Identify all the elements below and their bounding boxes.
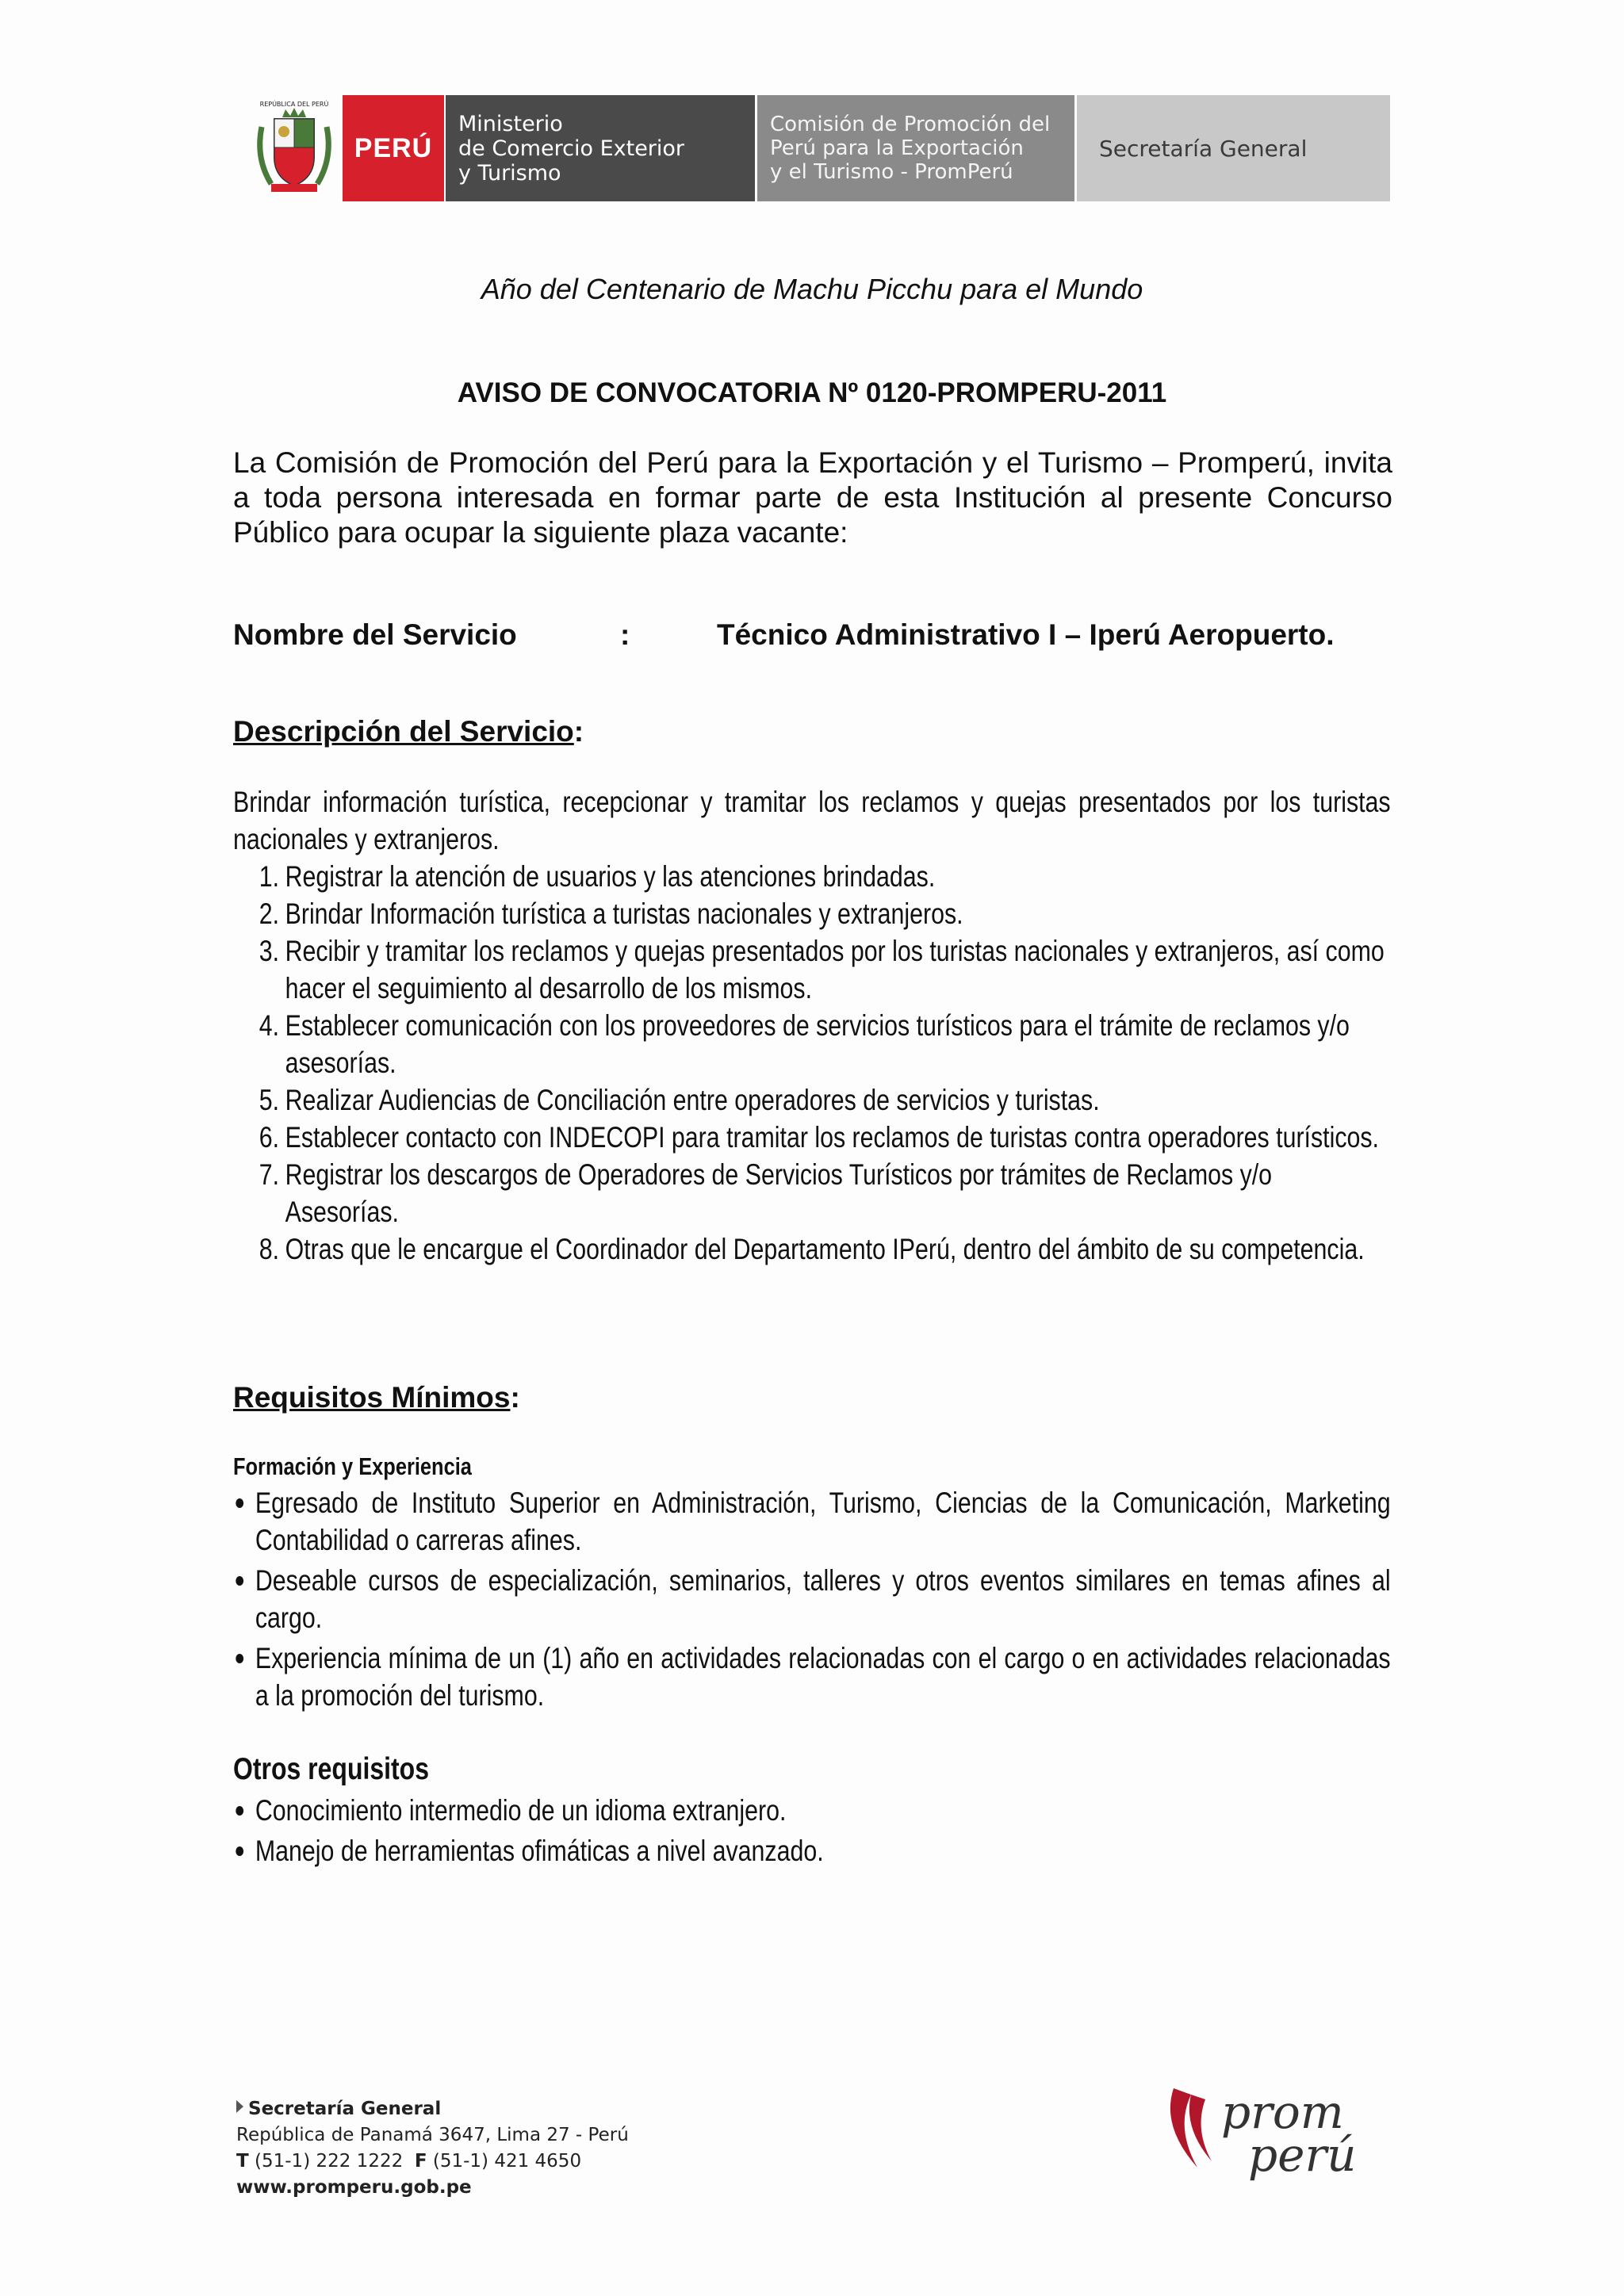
list-item [233, 1081, 1391, 1119]
task-number: 8. [259, 1233, 280, 1265]
commission-line: Comisión de Promoción del [770, 113, 1051, 136]
fax-label: F [414, 2151, 427, 2172]
requirements-heading-text: Requisitos Mínimos [233, 1381, 511, 1414]
service-separator: : [620, 618, 630, 651]
requirement-text: Deseable cursos de especialización, seminarios, talleres y otros eventos similares en temas afines al cargo. [255, 1564, 1391, 1634]
ministry-line: Ministerio [458, 111, 563, 136]
task-text: Recibir y tramitar los reclamos y quejas presentados por los turistas nacionales y extranjeros, así como hacer el seguimiento al desarrollo de los mismos. [285, 935, 1385, 1004]
task-number: 4. [259, 1009, 280, 1042]
footer-address: República de Panamá 3647, Lima 27 - Perú [236, 2125, 629, 2145]
footer-office [236, 2096, 629, 2122]
training-heading: Formación y Experiencia [233, 1452, 472, 1480]
task-number: 6. [259, 1121, 280, 1154]
ministry-line: y Turismo [458, 160, 561, 186]
list-item [233, 932, 1391, 1007]
description-heading [233, 715, 584, 748]
list-item [233, 1230, 1391, 1268]
service-value: Técnico Administrativo I – Iperú Aeropuerto. [717, 618, 1335, 651]
year-motto: Año del Centenario de Machu Picchu para el Mundo [481, 273, 1143, 305]
list-item [233, 858, 1391, 895]
task-text: Registrar los descargos de Operadores de Servicios Turísticos por trámites de Reclamos y/o Asesorías. [285, 1158, 1273, 1228]
department-label: Secretaría General [1099, 135, 1308, 162]
task-text: Establecer comunicación con los proveedores de servicios turísticos para el trámite de reclamos y/o asesorías. [285, 1009, 1350, 1079]
header-banner [247, 95, 1390, 201]
task-number: 7. [259, 1158, 280, 1191]
description-intro: Brindar información turística, recepcionar y tramitar los reclamos y quejas presentados por los turistas nacionales y extranjeros. [233, 786, 1391, 855]
footer-website[interactable]: www.promperu.gob.pe [236, 2177, 472, 2198]
list-item [233, 895, 1391, 932]
phone-label: T [236, 2151, 249, 2172]
bullet-icon [236, 1846, 243, 1856]
bullet-icon [236, 1576, 243, 1586]
task-number: 5. [259, 1084, 280, 1116]
bullet-icon [236, 1498, 243, 1508]
footer-phones [236, 2149, 629, 2175]
logo-text-bottom: perú [1248, 2128, 1357, 2182]
task-number: 3. [259, 935, 280, 967]
requirements-heading [233, 1381, 520, 1414]
list-item [233, 1792, 1391, 1829]
list-item [233, 1640, 1391, 1714]
description-heading-text: Descripción del Servicio [233, 715, 574, 748]
commission-block [757, 95, 1074, 201]
notice-title: AVISO DE CONVOCATORIA Nº 0120-PROMPERU-2011 [457, 377, 1167, 408]
requirements-heading-colon: : [510, 1381, 520, 1414]
list-item [233, 1832, 1391, 1869]
requirement-text: Experiencia mínima de un (1) año en actividades relacionadas con el cargo o en actividades relacionadas a la promoción del turismo. [255, 1642, 1391, 1712]
requirement-text: Manejo de herramientas ofimáticas a nivel avanzado. [255, 1835, 824, 1867]
description-heading-colon: : [573, 715, 584, 748]
task-text: Brindar Información turística a turistas nacionales y extranjeros. [285, 897, 963, 930]
promperu-logo [1159, 2079, 1381, 2182]
list-item [233, 1484, 1391, 1559]
bullet-icon [236, 1806, 243, 1816]
ministry-line: de Comercio Exterior [458, 136, 685, 161]
list-item [233, 1156, 1391, 1230]
footer-contact [236, 2096, 629, 2201]
training-list [233, 1484, 1391, 1717]
fax-number: (51-1) 421 4650 [432, 2151, 582, 2172]
peru-brand [343, 95, 444, 201]
task-number: 1. [259, 860, 280, 893]
other-requirements-list [233, 1792, 1391, 1873]
phone-number: (51-1) 222 1222 [255, 2151, 404, 2172]
requirement-text: Egresado de Instituto Superior en Administración, Turismo, Ciencias de la Comunicación, Marketing Contabilidad o carreras afines. [255, 1487, 1391, 1556]
task-text: Otras que le encargue el Coordinador del Departamento IPerú, dentro del ámbito de su competencia. [285, 1233, 1365, 1265]
list-item [233, 1562, 1391, 1636]
requirement-text: Conocimiento intermedio de un idioma extranjero. [255, 1794, 787, 1827]
logo-text-top: prom [1221, 2085, 1344, 2139]
department-block [1077, 95, 1390, 201]
task-list [233, 858, 1391, 1268]
bullet-icon [236, 1654, 243, 1663]
task-text: Establecer contacto con INDECOPI para tramitar los reclamos de turistas contra operadores turísticos. [285, 1121, 1379, 1154]
other-requirements-heading: Otros requisitos [233, 1752, 430, 1786]
task-text: Registrar la atención de usuarios y las atenciones brindadas. [285, 860, 936, 893]
commission-line: y el Turismo - PromPerú [770, 160, 1013, 184]
service-label: Nombre del Servicio [233, 618, 517, 651]
country-label: PERÚ [354, 132, 433, 163]
task-number: 2. [259, 897, 280, 930]
commission-line: Perú para la Exportación [770, 136, 1024, 160]
task-text: Realizar Audiencias de Conciliación entre operadores de servicios y turistas. [285, 1084, 1100, 1116]
caret-right-icon [236, 2100, 243, 2113]
coat-of-arms-icon [247, 95, 341, 201]
shield-caption: REPÚBLICA DEL PERÚ [259, 101, 329, 108]
footer-office-label: Secretaría General [248, 2099, 442, 2119]
ministry-block [446, 95, 755, 201]
list-item [233, 1119, 1391, 1156]
intro-paragraph: La Comisión de Promoción del Perú para la Exportación y el Turismo – Promperú, invita a toda persona interesada en formar parte de esta Institución al presente Concurso Público para ocupar la siguiente plaza vacante: [233, 446, 1392, 549]
list-item [233, 1007, 1391, 1081]
